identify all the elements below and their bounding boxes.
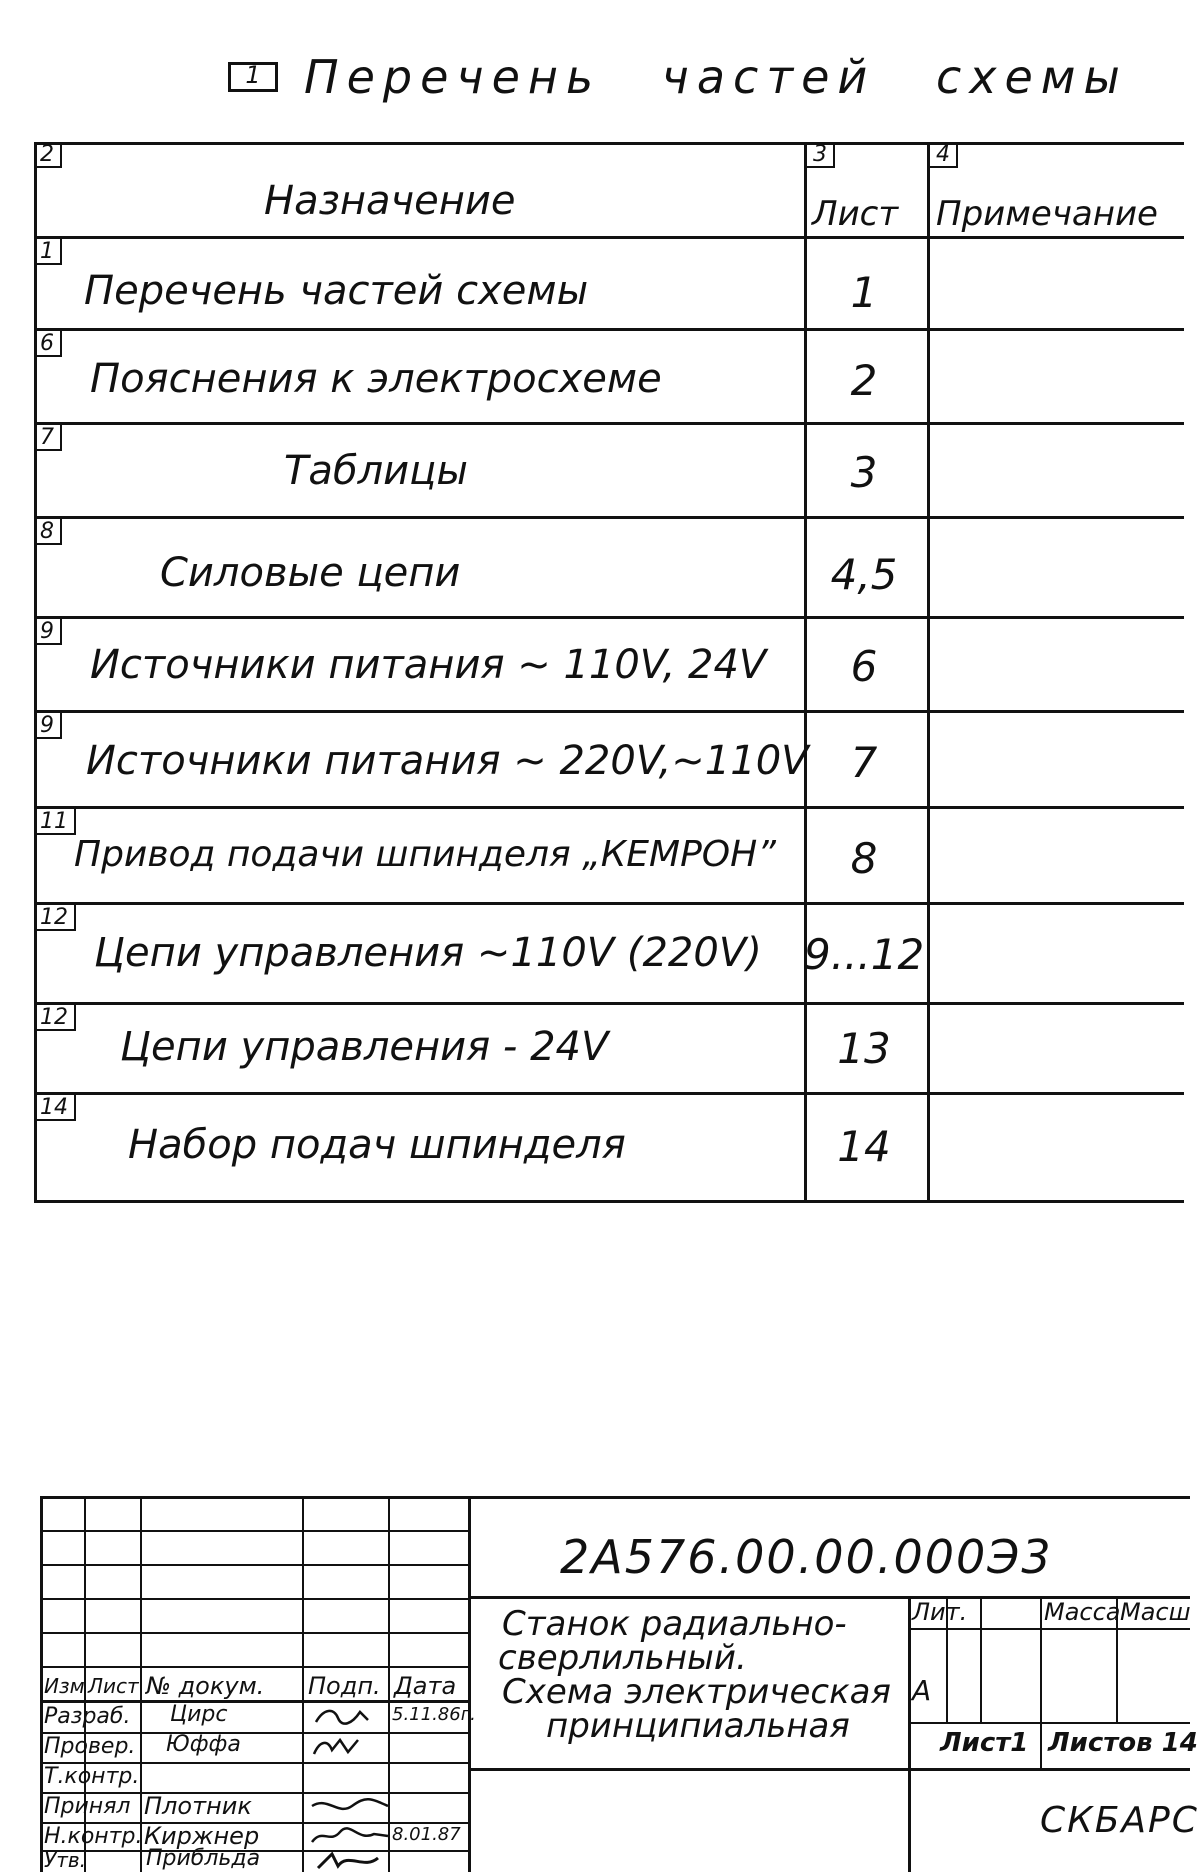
col-header-date: Дата	[394, 1672, 457, 1700]
row-sheet: 14	[837, 1122, 891, 1171]
title-block-left-border	[40, 1496, 43, 1872]
doc-number: 2А576.00.00.000Э3	[560, 1530, 1053, 1584]
header-tag-sheet: 3	[807, 142, 835, 168]
desc-line: принципиальная	[546, 1706, 850, 1746]
row-divider	[34, 710, 1184, 713]
row-name: Источники питания ~ 110V, 24V	[90, 642, 767, 688]
row-sheet: 8	[850, 834, 878, 883]
role-name: Цирс	[170, 1702, 228, 1727]
table-bottom-border	[34, 1200, 1184, 1203]
row-sheet: 13	[837, 1024, 891, 1073]
scale-label: Масш	[1120, 1598, 1191, 1626]
row-sheet: 4,5	[830, 550, 898, 599]
row-tag: 9	[34, 619, 62, 645]
row-tag: 9	[34, 713, 62, 739]
row-divider	[34, 236, 1184, 239]
parts-list-table	[34, 142, 1184, 1202]
desc-line: Схема электрическая	[502, 1672, 891, 1712]
role-label: Разраб.	[44, 1704, 131, 1729]
role-label: Провер.	[44, 1734, 136, 1759]
grid-line	[40, 1632, 468, 1634]
title-block-line	[908, 1596, 911, 1872]
row-divider	[34, 516, 1184, 519]
row-name: Перечень частей схемы	[84, 268, 589, 314]
header-tag-name: 2	[34, 142, 62, 168]
row-name: Источники питания ~ 220V,~110V	[86, 738, 809, 784]
header-sheet: Лист	[812, 194, 899, 234]
row-divider	[34, 328, 1184, 331]
row-tag: 14	[34, 1095, 76, 1121]
table-col-divider-note	[927, 142, 930, 1202]
row-divider	[34, 902, 1184, 905]
title-block-line	[1040, 1596, 1042, 1722]
row-divider	[34, 1092, 1184, 1095]
mass-label: Масса	[1044, 1598, 1121, 1626]
organization: СКБАРС	[1040, 1800, 1199, 1841]
col-header-izm: Изм	[44, 1674, 85, 1698]
row-tag: 12	[34, 905, 76, 931]
lit-label: Лит.	[912, 1598, 968, 1626]
lit-value: А	[912, 1674, 932, 1707]
row-divider	[34, 1002, 1184, 1005]
title-block-line	[908, 1628, 1190, 1630]
header-name: Назначение	[264, 178, 516, 224]
row-divider	[34, 806, 1184, 809]
role-date: 5.11.86г.	[392, 1704, 476, 1725]
col-header-doc: № докум.	[146, 1672, 265, 1700]
role-label: Н.контр.	[44, 1824, 143, 1849]
role-name: Плотник	[144, 1792, 252, 1820]
row-tag: 6	[34, 331, 62, 357]
page-heading	[228, 42, 1128, 112]
col-header-list: Лист	[88, 1674, 139, 1698]
role-name: Прибльда	[146, 1846, 261, 1871]
header-tag-note: 4	[930, 142, 958, 168]
title-block-line	[908, 1722, 1190, 1724]
row-name: Привод подачи шпинделя „КЕМРОН”	[74, 834, 776, 875]
row-tag: 7	[34, 425, 62, 451]
grid-line	[302, 1496, 304, 1872]
row-divider	[34, 422, 1184, 425]
row-name: Пояснения к электросхеме	[90, 356, 662, 402]
desc-line: Станок радиально-	[502, 1604, 847, 1644]
row-name: Таблицы	[284, 448, 468, 494]
sheets-count-label: Листов 14	[1048, 1728, 1198, 1758]
title-block-line	[980, 1596, 982, 1722]
grid-line	[40, 1666, 468, 1668]
row-sheet: 2	[850, 356, 878, 405]
row-sheet: 9...12	[804, 930, 925, 979]
heading-number: 1	[245, 61, 261, 89]
row-name: Силовые цепи	[160, 550, 461, 596]
role-label: Принял	[44, 1794, 131, 1819]
role-label: Утв.	[44, 1848, 86, 1872]
role-date: 8.01.87	[392, 1824, 461, 1845]
grid-line	[40, 1564, 468, 1566]
grid-line	[40, 1598, 468, 1600]
signature	[308, 1734, 428, 1758]
table-top-border	[34, 142, 1184, 145]
title-block-line	[1040, 1722, 1042, 1768]
title-block-line	[468, 1768, 1190, 1771]
title-block-split	[468, 1496, 471, 1872]
desc-line: сверлильный.	[498, 1638, 747, 1678]
sheet-label: Лист1	[940, 1728, 1029, 1758]
row-tag: 11	[34, 809, 76, 835]
grid-line	[40, 1700, 468, 1703]
row-name: Цепи управления - 24V	[120, 1024, 609, 1070]
row-sheet: 1	[850, 268, 878, 317]
role-name: Юффа	[166, 1732, 241, 1757]
row-name: Набор подач шпинделя	[128, 1122, 626, 1168]
signature	[308, 1794, 428, 1818]
row-sheet: 3	[850, 448, 878, 497]
signature	[308, 1704, 428, 1728]
grid-line	[40, 1530, 468, 1532]
header-note: Примечание	[936, 194, 1158, 234]
title-block	[40, 1496, 1199, 1872]
row-sheet: 7	[850, 738, 878, 787]
row-tag: 8	[34, 519, 62, 545]
grid-line	[140, 1496, 142, 1872]
signature	[308, 1824, 428, 1848]
row-sheet: 6	[850, 642, 878, 691]
row-name: Цепи управления ~110V (220V)	[94, 930, 762, 976]
row-divider	[34, 616, 1184, 619]
role-name: Киржнер	[144, 1822, 260, 1850]
row-tag: 1	[34, 239, 62, 265]
role-label: Т.контр.	[44, 1764, 140, 1789]
title-block-top-border	[40, 1496, 1190, 1499]
heading-title: Перечень частей схемы	[304, 50, 1128, 104]
col-header-sign: Подп.	[308, 1672, 381, 1700]
signature	[308, 1848, 428, 1872]
heading-number-box	[228, 62, 278, 92]
row-tag: 12	[34, 1005, 76, 1031]
